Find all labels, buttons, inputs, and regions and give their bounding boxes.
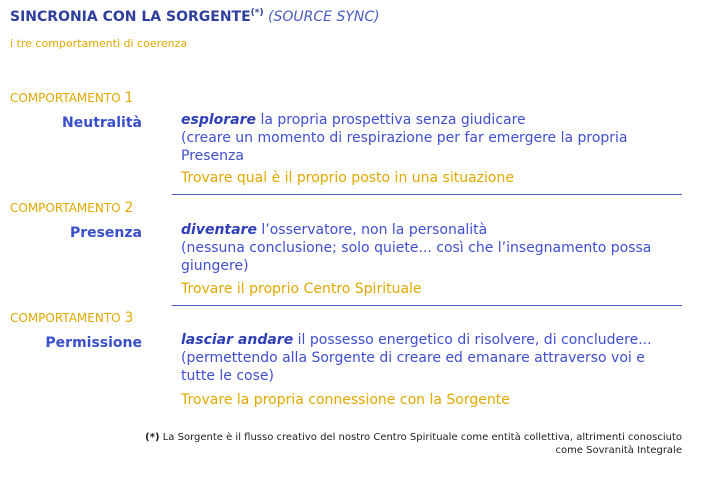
behavior-label-text: COMPORTAMENTO bbox=[10, 91, 121, 105]
behavior-number: 1 bbox=[124, 90, 134, 106]
behavior-verb: esplorare bbox=[181, 112, 257, 128]
behavior-verb: lasciar andare bbox=[181, 332, 294, 348]
behavior-label-text: COMPORTAMENTO bbox=[10, 311, 121, 325]
behavior-detail: (nessuna conclusione; solo quiete... così che l’insegnamento possa giungere) bbox=[181, 240, 652, 274]
behavior-label bbox=[10, 90, 133, 106]
page-title bbox=[10, 8, 380, 25]
behavior-name: Presenza bbox=[69, 225, 142, 241]
behavior-number: 3 bbox=[124, 310, 134, 326]
behavior-goal: Trovare qual è il proprio posto in una situazione bbox=[181, 170, 514, 186]
section-divider bbox=[172, 194, 682, 195]
behavior-detail: (permettendo alla Sorgente di creare ed emanare attraverso voi e tutte le cose) bbox=[181, 350, 645, 384]
footnote-text: La Sorgente è il flusso creativo del nostro Centro Spirituale come entità collettiva, altrimenti conosciuto come Sovranità Integrale bbox=[159, 432, 682, 456]
behavior-description bbox=[181, 331, 656, 385]
title-english: (SOURCE SYNC) bbox=[268, 9, 380, 25]
footnote bbox=[142, 431, 682, 457]
behavior-label bbox=[10, 200, 133, 216]
page-subtitle: i tre comportamenti di coerenza bbox=[10, 37, 188, 50]
behavior-goal: Trovare il proprio Centro Spirituale bbox=[181, 281, 422, 297]
behavior-statement: l’osservatore, non la personalità bbox=[256, 222, 488, 238]
title-main: SINCRONIA CON LA SORGENTE bbox=[10, 9, 251, 25]
behavior-label bbox=[10, 310, 133, 326]
footnote-mark: (*) bbox=[145, 432, 160, 443]
behavior-description bbox=[181, 221, 656, 275]
behavior-name: Permissione bbox=[45, 335, 142, 351]
behavior-description bbox=[181, 111, 656, 165]
behavior-label-text: COMPORTAMENTO bbox=[10, 201, 121, 215]
behavior-detail: (creare un momento di respirazione per far emergere la propria Presenza bbox=[181, 130, 628, 164]
section-divider bbox=[172, 305, 682, 306]
behavior-statement: la propria prospettiva senza giudicare bbox=[256, 112, 526, 128]
behavior-goal: Trovare la propria connessione con la Sorgente bbox=[181, 392, 510, 408]
title-footnote-mark: (*) bbox=[250, 8, 264, 18]
behavior-number: 2 bbox=[124, 200, 134, 216]
behavior-name: Neutralità bbox=[62, 115, 142, 131]
behavior-verb: diventare bbox=[181, 222, 257, 238]
behavior-statement: il possesso energetico di risolvere, di concludere... bbox=[293, 332, 652, 348]
